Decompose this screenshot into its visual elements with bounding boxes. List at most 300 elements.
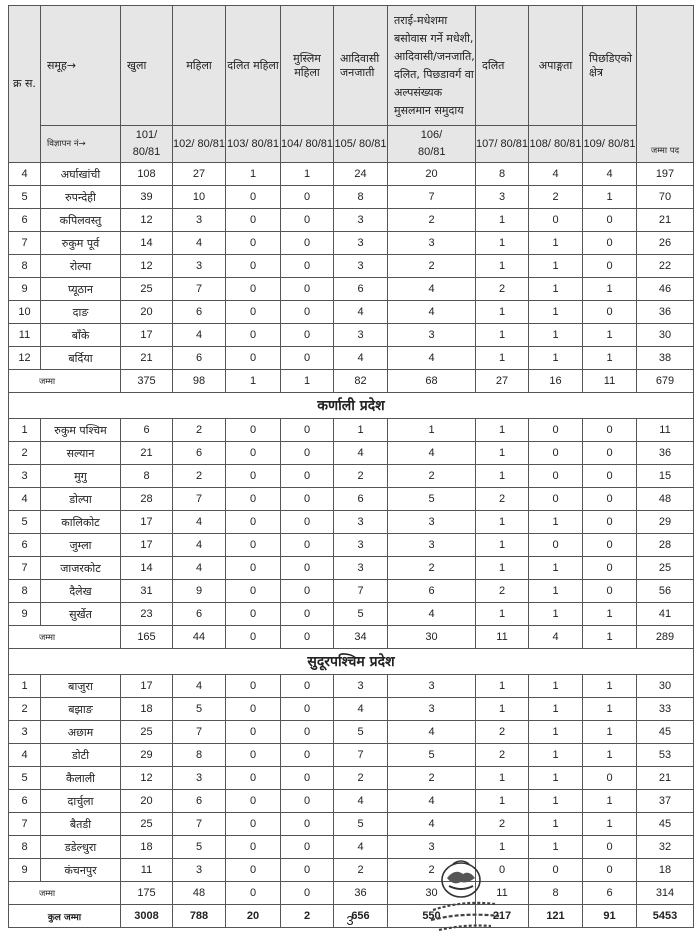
quota-value: 4 bbox=[334, 698, 388, 721]
quota-value: 0 bbox=[281, 698, 334, 721]
quota-value: 1 bbox=[529, 836, 583, 859]
subtotal-value: 679 bbox=[637, 370, 694, 393]
quota-value: 0 bbox=[226, 813, 281, 836]
quota-value: 0 bbox=[281, 675, 334, 698]
quota-value: 0 bbox=[583, 859, 637, 882]
quota-value: 5 bbox=[334, 603, 388, 626]
group-name: दलित bbox=[476, 6, 529, 126]
quota-value: 1 bbox=[529, 813, 583, 836]
subtotal-row bbox=[9, 882, 694, 905]
quota-value: 3 bbox=[388, 675, 476, 698]
table-row bbox=[9, 347, 694, 370]
quota-value: 0 bbox=[226, 488, 281, 511]
district-name: कैलाली bbox=[41, 767, 121, 790]
subtotal-value: 48 bbox=[173, 882, 226, 905]
table-row bbox=[9, 836, 694, 859]
subtotal-value: 1 bbox=[281, 370, 334, 393]
row-total: 56 bbox=[637, 580, 694, 603]
table-row bbox=[9, 511, 694, 534]
quota-value: 0 bbox=[226, 836, 281, 859]
ad-number: 101/ 80/81 bbox=[121, 126, 173, 163]
quota-value: 0 bbox=[583, 511, 637, 534]
subtotal-label: जम्मा bbox=[9, 370, 121, 393]
district-name: बझाङ bbox=[41, 698, 121, 721]
quota-value: 2 bbox=[334, 859, 388, 882]
table-row bbox=[9, 675, 694, 698]
subtotal-value: 4 bbox=[529, 626, 583, 649]
quota-value: 28 bbox=[121, 488, 173, 511]
quota-value: 1 bbox=[529, 278, 583, 301]
quota-value: 0 bbox=[226, 859, 281, 882]
ad-number: 105/ 80/81 bbox=[334, 126, 388, 163]
quota-value: 1 bbox=[583, 721, 637, 744]
district-name: रुकुम पश्चिम bbox=[41, 419, 121, 442]
seal-emblem-mountain bbox=[447, 872, 475, 884]
quota-value: 2 bbox=[334, 465, 388, 488]
quota-value: 0 bbox=[226, 721, 281, 744]
subtotal-value: 34 bbox=[334, 626, 388, 649]
district-name: जाजरकोट bbox=[41, 557, 121, 580]
table-row bbox=[9, 419, 694, 442]
quota-value: 0 bbox=[226, 209, 281, 232]
province-heading: कर्णाली प्रदेश bbox=[9, 393, 694, 419]
quota-value: 3 bbox=[173, 767, 226, 790]
quota-value: 0 bbox=[281, 813, 334, 836]
serial-number: 4 bbox=[9, 488, 41, 511]
quota-value: 2 bbox=[388, 557, 476, 580]
subtotal-value: 0 bbox=[226, 882, 281, 905]
quota-value: 4 bbox=[173, 511, 226, 534]
district-name: बर्दिया bbox=[41, 347, 121, 370]
quota-value: 1 bbox=[476, 347, 529, 370]
quota-value: 12 bbox=[121, 255, 173, 278]
table-row bbox=[9, 790, 694, 813]
quota-value: 6 bbox=[173, 603, 226, 626]
district-name: प्यूठान bbox=[41, 278, 121, 301]
quota-value: 6 bbox=[334, 488, 388, 511]
subtotal-value: 36 bbox=[334, 882, 388, 905]
quota-value: 0 bbox=[281, 767, 334, 790]
district-name: मुगु bbox=[41, 465, 121, 488]
quota-value: 0 bbox=[226, 603, 281, 626]
subtotal-value: 11 bbox=[476, 882, 529, 905]
quota-value: 0 bbox=[226, 347, 281, 370]
grand-total-value: 788 bbox=[173, 905, 226, 928]
quota-value: 0 bbox=[281, 442, 334, 465]
quota-value: 20 bbox=[121, 301, 173, 324]
quota-value: 4 bbox=[173, 557, 226, 580]
quota-value: 8 bbox=[173, 744, 226, 767]
subtotal-value: 175 bbox=[121, 882, 173, 905]
quota-value: 2 bbox=[476, 744, 529, 767]
quota-value: 1 bbox=[388, 419, 476, 442]
quota-value: 0 bbox=[529, 534, 583, 557]
quota-value: 1 bbox=[583, 698, 637, 721]
grand-total-value: 3008 bbox=[121, 905, 173, 928]
table-row bbox=[9, 209, 694, 232]
quota-value: 0 bbox=[226, 232, 281, 255]
quota-value: 4 bbox=[334, 301, 388, 324]
quota-value: 4 bbox=[173, 232, 226, 255]
quota-value: 0 bbox=[226, 186, 281, 209]
row-total: 70 bbox=[637, 186, 694, 209]
seal-emblem-hands bbox=[449, 886, 473, 889]
district-name: बैतडी bbox=[41, 813, 121, 836]
subtotal-value: 30 bbox=[388, 626, 476, 649]
serial-number: 5 bbox=[9, 767, 41, 790]
quota-value: 2 bbox=[476, 278, 529, 301]
quota-value: 1 bbox=[476, 442, 529, 465]
quota-value: 0 bbox=[226, 790, 281, 813]
row-total: 28 bbox=[637, 534, 694, 557]
quota-value: 1 bbox=[476, 603, 529, 626]
quota-value: 1 bbox=[476, 232, 529, 255]
quota-value: 14 bbox=[121, 557, 173, 580]
serial-number: 8 bbox=[9, 580, 41, 603]
quota-value: 14 bbox=[121, 232, 173, 255]
serial-header: क्र स. bbox=[9, 6, 41, 163]
quota-value: 3 bbox=[334, 511, 388, 534]
quota-value: 2 bbox=[173, 465, 226, 488]
quota-value: 1 bbox=[334, 419, 388, 442]
quota-value: 1 bbox=[529, 675, 583, 698]
district-name: सल्यान bbox=[41, 442, 121, 465]
quota-value: 6 bbox=[173, 790, 226, 813]
quota-value: 0 bbox=[281, 511, 334, 534]
quota-value: 0 bbox=[476, 859, 529, 882]
grand-total-value: 5453 bbox=[637, 905, 694, 928]
row-total: 30 bbox=[637, 324, 694, 347]
quota-value: 1 bbox=[583, 347, 637, 370]
quota-value: 1 bbox=[583, 744, 637, 767]
row-total: 46 bbox=[637, 278, 694, 301]
quota-value: 12 bbox=[121, 767, 173, 790]
row-total: 36 bbox=[637, 301, 694, 324]
table-row bbox=[9, 813, 694, 836]
quota-value: 0 bbox=[226, 557, 281, 580]
serial-number: 6 bbox=[9, 790, 41, 813]
quota-value: 1 bbox=[529, 557, 583, 580]
subtotal-value: 68 bbox=[388, 370, 476, 393]
district-name: रोल्पा bbox=[41, 255, 121, 278]
ad-number: 109/ 80/81 bbox=[583, 126, 637, 163]
quota-value: 0 bbox=[226, 511, 281, 534]
quota-value: 3 bbox=[173, 209, 226, 232]
quota-value: 0 bbox=[583, 465, 637, 488]
quota-value: 4 bbox=[334, 790, 388, 813]
row-total: 11 bbox=[637, 419, 694, 442]
group-name: पिछडिएको क्षेत्र bbox=[583, 6, 637, 126]
quota-value: 4 bbox=[173, 324, 226, 347]
quota-value: 4 bbox=[388, 813, 476, 836]
serial-number: 1 bbox=[9, 675, 41, 698]
quota-value: 4 bbox=[583, 163, 637, 186]
quota-value: 1 bbox=[476, 511, 529, 534]
quota-value: 1 bbox=[476, 324, 529, 347]
row-total: 26 bbox=[637, 232, 694, 255]
seal-text-line bbox=[433, 903, 495, 910]
row-total: 21 bbox=[637, 767, 694, 790]
quota-value: 25 bbox=[121, 721, 173, 744]
district-name: डोटी bbox=[41, 744, 121, 767]
quota-value: 1 bbox=[476, 465, 529, 488]
quota-value: 3 bbox=[173, 859, 226, 882]
serial-number: 3 bbox=[9, 721, 41, 744]
quota-value: 0 bbox=[226, 442, 281, 465]
ad-number: 103/ 80/81 bbox=[226, 126, 281, 163]
table-row bbox=[9, 580, 694, 603]
quota-value: 7 bbox=[334, 580, 388, 603]
row-total: 15 bbox=[637, 465, 694, 488]
quota-value: 5 bbox=[388, 744, 476, 767]
quota-value: 4 bbox=[173, 534, 226, 557]
quota-value: 0 bbox=[583, 534, 637, 557]
row-total: 18 bbox=[637, 859, 694, 882]
row-total: 33 bbox=[637, 698, 694, 721]
quota-value: 12 bbox=[121, 209, 173, 232]
quota-value: 4 bbox=[334, 347, 388, 370]
grand-total-value: 656 bbox=[334, 905, 388, 928]
quota-value: 39 bbox=[121, 186, 173, 209]
serial-number: 6 bbox=[9, 534, 41, 557]
quota-value: 3 bbox=[388, 836, 476, 859]
group-name: खुला bbox=[121, 6, 173, 126]
quota-value: 3 bbox=[334, 232, 388, 255]
district-name: रुपन्देही bbox=[41, 186, 121, 209]
quota-value: 6 bbox=[173, 442, 226, 465]
subtotal-value: 6 bbox=[583, 882, 637, 905]
row-total: 37 bbox=[637, 790, 694, 813]
quota-value: 21 bbox=[121, 442, 173, 465]
district-name: रुकुम पूर्व bbox=[41, 232, 121, 255]
quota-value: 3 bbox=[334, 324, 388, 347]
serial-number: 7 bbox=[9, 813, 41, 836]
quota-value: 1 bbox=[583, 675, 637, 698]
table-row bbox=[9, 721, 694, 744]
quota-value: 4 bbox=[529, 163, 583, 186]
quota-value: 0 bbox=[583, 209, 637, 232]
quota-value: 3 bbox=[476, 186, 529, 209]
table-row bbox=[9, 324, 694, 347]
quota-value: 0 bbox=[281, 232, 334, 255]
quota-value: 3 bbox=[334, 255, 388, 278]
quota-value: 4 bbox=[334, 836, 388, 859]
quota-value: 9 bbox=[173, 580, 226, 603]
district-name: कंचनपुर bbox=[41, 859, 121, 882]
subtotal-row bbox=[9, 370, 694, 393]
grand-total-label: कुल जम्मा bbox=[9, 905, 121, 928]
quota-value: 4 bbox=[388, 721, 476, 744]
serial-number: 3 bbox=[9, 465, 41, 488]
table-row bbox=[9, 278, 694, 301]
quota-value: 5 bbox=[173, 698, 226, 721]
quota-value: 1 bbox=[529, 255, 583, 278]
subtotal-value: 0 bbox=[281, 626, 334, 649]
subtotal-value: 11 bbox=[583, 370, 637, 393]
quota-value: 24 bbox=[334, 163, 388, 186]
district-name: जुम्ला bbox=[41, 534, 121, 557]
group-name: अपाङ्गता bbox=[529, 6, 583, 126]
quota-value: 6 bbox=[173, 301, 226, 324]
quota-value: 1 bbox=[529, 767, 583, 790]
grand-total-value: 91 bbox=[583, 905, 637, 928]
quota-value: 0 bbox=[281, 557, 334, 580]
province-heading-row bbox=[9, 649, 694, 675]
quota-value: 29 bbox=[121, 744, 173, 767]
quota-value: 6 bbox=[173, 347, 226, 370]
subtotal-value: 27 bbox=[476, 370, 529, 393]
quota-value: 8 bbox=[334, 186, 388, 209]
quota-value: 0 bbox=[529, 419, 583, 442]
quota-value: 1 bbox=[583, 324, 637, 347]
grand-total-value: 217 bbox=[476, 905, 529, 928]
subtotal-value: 314 bbox=[637, 882, 694, 905]
quota-value: 2 bbox=[388, 209, 476, 232]
quota-value: 0 bbox=[583, 419, 637, 442]
quota-value: 0 bbox=[226, 580, 281, 603]
subtotal-value: 16 bbox=[529, 370, 583, 393]
quota-value: 4 bbox=[173, 675, 226, 698]
table-row bbox=[9, 698, 694, 721]
grand-total-value: 121 bbox=[529, 905, 583, 928]
district-name: अर्घाखांची bbox=[41, 163, 121, 186]
quota-value: 4 bbox=[388, 278, 476, 301]
quota-value: 1 bbox=[226, 163, 281, 186]
district-name: दार्चुला bbox=[41, 790, 121, 813]
quota-value: 1 bbox=[583, 186, 637, 209]
grand-total-value: 550 bbox=[388, 905, 476, 928]
quota-value: 0 bbox=[281, 580, 334, 603]
quota-value: 1 bbox=[476, 790, 529, 813]
row-total: 30 bbox=[637, 675, 694, 698]
quota-value: 1 bbox=[583, 813, 637, 836]
quota-value: 0 bbox=[529, 465, 583, 488]
serial-number: 5 bbox=[9, 186, 41, 209]
quota-value: 1 bbox=[529, 232, 583, 255]
row-total: 41 bbox=[637, 603, 694, 626]
quota-value: 0 bbox=[226, 744, 281, 767]
quota-value: 0 bbox=[226, 419, 281, 442]
quota-value: 1 bbox=[529, 347, 583, 370]
table-row bbox=[9, 557, 694, 580]
quota-value: 17 bbox=[121, 324, 173, 347]
quota-value: 0 bbox=[226, 534, 281, 557]
quota-value: 3 bbox=[388, 534, 476, 557]
quota-value: 4 bbox=[388, 603, 476, 626]
quota-value: 6 bbox=[334, 278, 388, 301]
quota-value: 2 bbox=[388, 465, 476, 488]
subtotal-label: जम्मा bbox=[9, 882, 121, 905]
grand-total-value: 20 bbox=[226, 905, 281, 928]
serial-number: 2 bbox=[9, 442, 41, 465]
quota-value: 0 bbox=[281, 721, 334, 744]
quota-value: 0 bbox=[226, 278, 281, 301]
quota-value: 0 bbox=[226, 324, 281, 347]
quota-value: 1 bbox=[529, 324, 583, 347]
district-name: सुर्खेत bbox=[41, 603, 121, 626]
row-total: 45 bbox=[637, 813, 694, 836]
quota-value: 2 bbox=[476, 721, 529, 744]
table-row bbox=[9, 232, 694, 255]
serial-number: 7 bbox=[9, 557, 41, 580]
serial-number: 9 bbox=[9, 859, 41, 882]
ad-number: 106/ 80/81 bbox=[388, 126, 476, 163]
group-name: आदिवासी जनजाती bbox=[334, 6, 388, 126]
quota-value: 1 bbox=[476, 557, 529, 580]
subtotal-value: 375 bbox=[121, 370, 173, 393]
quota-value: 1 bbox=[529, 744, 583, 767]
quota-value: 0 bbox=[583, 301, 637, 324]
quota-value: 17 bbox=[121, 511, 173, 534]
subtotal-value: 289 bbox=[637, 626, 694, 649]
district-name: कपिलवस्तु bbox=[41, 209, 121, 232]
quota-value: 1 bbox=[476, 767, 529, 790]
quota-value: 7 bbox=[173, 813, 226, 836]
quota-value: 1 bbox=[529, 698, 583, 721]
quota-value: 0 bbox=[226, 767, 281, 790]
serial-number: 6 bbox=[9, 209, 41, 232]
quota-value: 0 bbox=[583, 767, 637, 790]
quota-value: 7 bbox=[334, 744, 388, 767]
district-name: बाजुरा bbox=[41, 675, 121, 698]
serial-number: 8 bbox=[9, 255, 41, 278]
quota-value: 17 bbox=[121, 534, 173, 557]
subtotal-value: 82 bbox=[334, 370, 388, 393]
quota-value: 2 bbox=[173, 419, 226, 442]
quota-value: 1 bbox=[529, 511, 583, 534]
row-total: 29 bbox=[637, 511, 694, 534]
subtotal-value: 165 bbox=[121, 626, 173, 649]
table-row bbox=[9, 488, 694, 511]
quota-value: 7 bbox=[173, 721, 226, 744]
quota-value: 2 bbox=[388, 767, 476, 790]
group-name: तराई-मधेशमा बसोवास गर्ने मधेशी, आदिवासी/जनजाति, दलित, पिछडावर्ग वा अल्पसंख्यक मुसलमान समुदाय bbox=[388, 6, 476, 126]
quota-value: 25 bbox=[121, 813, 173, 836]
quota-value: 0 bbox=[226, 301, 281, 324]
table-row bbox=[9, 465, 694, 488]
quota-value: 1 bbox=[281, 163, 334, 186]
quota-value: 0 bbox=[281, 744, 334, 767]
quota-value: 0 bbox=[583, 255, 637, 278]
quota-value: 4 bbox=[388, 301, 476, 324]
quota-value: 0 bbox=[281, 465, 334, 488]
province-heading: सुदूरपश्चिम प्रदेश bbox=[9, 649, 694, 675]
subtotal-value: 0 bbox=[226, 626, 281, 649]
quota-value: 0 bbox=[226, 698, 281, 721]
row-total: 32 bbox=[637, 836, 694, 859]
ad-number: 102/ 80/81 bbox=[173, 126, 226, 163]
row-total: 197 bbox=[637, 163, 694, 186]
district-name: अछाम bbox=[41, 721, 121, 744]
quota-value: 1 bbox=[529, 580, 583, 603]
serial-number: 9 bbox=[9, 278, 41, 301]
serial-number: 11 bbox=[9, 324, 41, 347]
serial-number: 7 bbox=[9, 232, 41, 255]
row-total: 36 bbox=[637, 442, 694, 465]
district-name: डडेल्धुरा bbox=[41, 836, 121, 859]
row-total: 25 bbox=[637, 557, 694, 580]
quota-value: 1 bbox=[476, 255, 529, 278]
table-row bbox=[9, 163, 694, 186]
quota-value: 0 bbox=[529, 442, 583, 465]
quota-value: 4 bbox=[388, 790, 476, 813]
quota-value: 0 bbox=[583, 836, 637, 859]
quota-value: 2 bbox=[334, 767, 388, 790]
table-row bbox=[9, 603, 694, 626]
quota-value: 1 bbox=[529, 603, 583, 626]
quota-value: 27 bbox=[173, 163, 226, 186]
group-name: मुस्लिम महिला bbox=[281, 6, 334, 126]
